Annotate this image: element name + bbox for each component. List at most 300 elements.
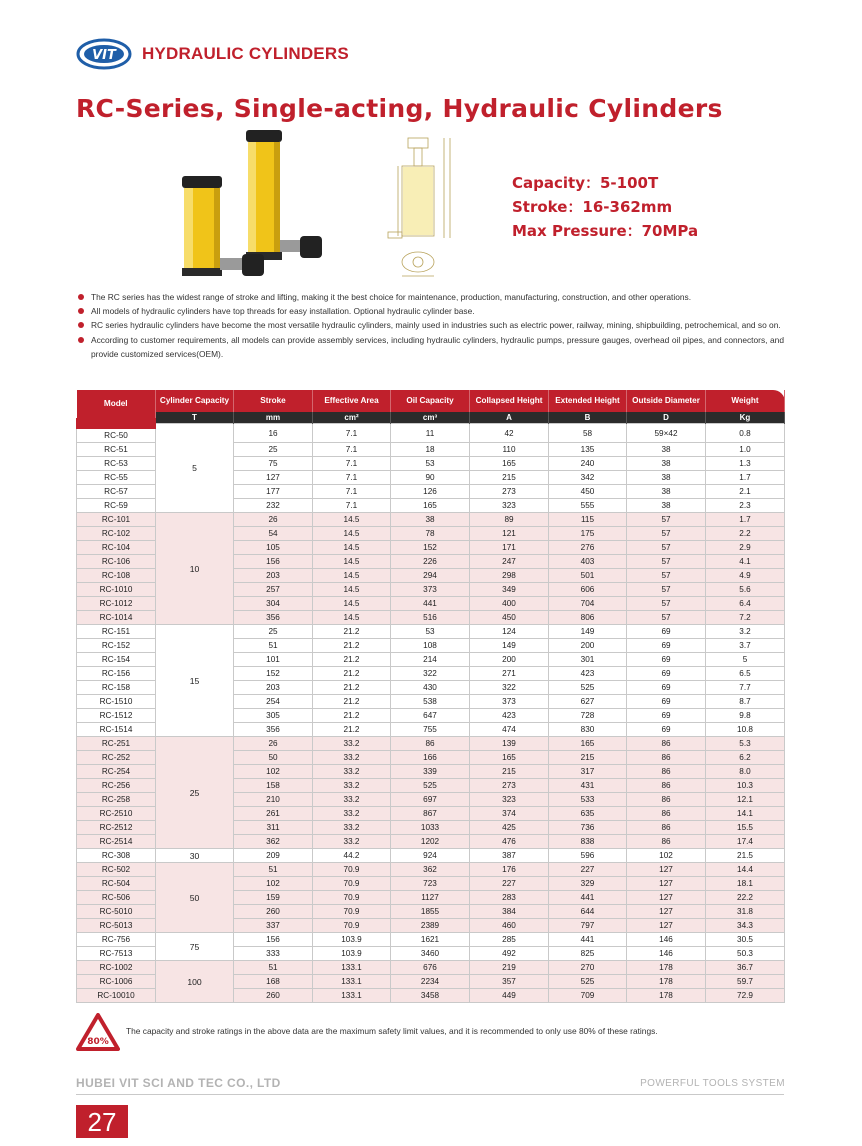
cell-model: RC-106 [77,555,156,569]
cell-stroke: 203 [234,569,313,583]
cell-area: 7.1 [313,485,391,499]
cell-weight: 8.7 [706,695,785,709]
cell-weight: 5.6 [706,583,785,597]
cell-stroke: 260 [234,905,313,919]
cell-collapsed: 425 [470,821,549,835]
cell-oil: 78 [391,527,470,541]
cell-extended: 175 [549,527,627,541]
cell-diameter: 57 [627,513,706,527]
cell-capacity: 5 [156,424,234,513]
cell-extended: 501 [549,569,627,583]
cell-weight: 22.2 [706,891,785,905]
cell-weight: 59.7 [706,975,785,989]
slogan: POWERFUL TOOLS SYSTEM [640,1078,785,1089]
cell-extended: 270 [549,961,627,975]
cell-oil: 430 [391,681,470,695]
cell-area: 133.1 [313,975,391,989]
col-header-extended: Extended Height [549,390,627,412]
feature-item: All models of hydraulic cylinders have top threads for easy installation. Optional hydraulic cylinder base. [78,304,784,318]
cell-extended: 635 [549,807,627,821]
cell-area: 14.5 [313,541,391,555]
cell-diameter: 69 [627,667,706,681]
cell-diameter: 57 [627,583,706,597]
cell-area: 7.1 [313,443,391,457]
cell-stroke: 26 [234,513,313,527]
cell-oil: 647 [391,709,470,723]
cell-stroke: 311 [234,821,313,835]
cell-weight: 7.7 [706,681,785,695]
cell-weight: 14.4 [706,863,785,877]
cell-oil: 1127 [391,891,470,905]
table-row [77,863,785,877]
cell-collapsed: 200 [470,653,549,667]
cell-oil: 1855 [391,905,470,919]
cell-model: RC-504 [77,877,156,891]
cell-collapsed: 492 [470,947,549,961]
dimension-drawing [378,132,463,280]
cell-model: RC-2514 [77,835,156,849]
cell-stroke: 26 [234,737,313,751]
col-header-collapsed: Collapsed Height [470,390,549,412]
cell-model: RC-59 [77,499,156,513]
cell-oil: 1033 [391,821,470,835]
cell-extended: 830 [549,723,627,737]
cell-model: RC-158 [77,681,156,695]
cell-weight: 1.7 [706,471,785,485]
cell-collapsed: 387 [470,849,549,863]
cell-weight: 21.5 [706,849,785,863]
cell-collapsed: 149 [470,639,549,653]
cell-collapsed: 271 [470,667,549,681]
cell-diameter: 86 [627,835,706,849]
cell-weight: 1.3 [706,457,785,471]
cell-collapsed: 273 [470,779,549,793]
page-title: RC-Series, Single-acting, Hydraulic Cylinders [76,94,723,123]
cell-collapsed: 227 [470,877,549,891]
table-row [77,737,785,751]
cell-weight: 10.3 [706,779,785,793]
cell-extended: 317 [549,765,627,779]
cell-extended: 533 [549,793,627,807]
cell-area: 14.5 [313,513,391,527]
cell-area: 33.2 [313,751,391,765]
table-body [77,424,785,1003]
cell-extended: 301 [549,653,627,667]
cell-extended: 276 [549,541,627,555]
cell-model: RC-101 [77,513,156,527]
feature-item: The RC series has the widest range of stroke and lifting, making it the best choice for maintenance, production, manufacturing, construction, and other operations. [78,290,784,304]
cell-extended: 227 [549,863,627,877]
table-row [77,933,785,947]
cell-oil: 294 [391,569,470,583]
cell-oil: 2234 [391,975,470,989]
col-header-oil: Oil Capacity [391,390,470,412]
cell-extended: 149 [549,625,627,639]
cell-weight: 3.2 [706,625,785,639]
spec-pressure: Max Pressure：70MPa [512,222,699,240]
cell-stroke: 337 [234,919,313,933]
cell-diameter: 86 [627,765,706,779]
header-row [77,390,785,412]
cell-collapsed: 219 [470,961,549,975]
cell-weight: 6.4 [706,597,785,611]
cell-diameter: 86 [627,737,706,751]
cell-diameter: 57 [627,527,706,541]
cell-weight: 2.9 [706,541,785,555]
cell-collapsed: 165 [470,751,549,765]
cell-area: 133.1 [313,961,391,975]
cell-area: 14.5 [313,569,391,583]
cell-weight: 9.8 [706,709,785,723]
cell-stroke: 50 [234,751,313,765]
cell-stroke: 25 [234,443,313,457]
cell-oil: 126 [391,485,470,499]
cell-collapsed: 89 [470,513,549,527]
cell-oil: 226 [391,555,470,569]
cell-diameter: 69 [627,625,706,639]
cell-oil: 3458 [391,989,470,1003]
cell-area: 21.2 [313,709,391,723]
cell-area: 33.2 [313,737,391,751]
cell-collapsed: 247 [470,555,549,569]
cell-collapsed: 450 [470,611,549,625]
cell-extended: 838 [549,835,627,849]
cell-area: 103.9 [313,933,391,947]
cell-capacity: 10 [156,513,234,625]
col-header-model: Model [77,390,156,424]
cell-stroke: 156 [234,933,313,947]
cell-stroke: 304 [234,597,313,611]
cell-area: 21.2 [313,653,391,667]
cell-collapsed: 460 [470,919,549,933]
table-row [77,961,785,975]
cell-diameter: 38 [627,471,706,485]
cell-collapsed: 449 [470,989,549,1003]
cell-diameter: 127 [627,863,706,877]
cell-collapsed: 373 [470,695,549,709]
cell-diameter: 127 [627,919,706,933]
table-row [77,424,785,443]
cell-oil: 339 [391,765,470,779]
cell-oil: 867 [391,807,470,821]
cell-stroke: 156 [234,555,313,569]
cell-model: RC-1512 [77,709,156,723]
cell-oil: 166 [391,751,470,765]
cell-model: RC-102 [77,527,156,541]
cell-area: 21.2 [313,681,391,695]
cell-weight: 5 [706,653,785,667]
cell-stroke: 54 [234,527,313,541]
cell-extended: 797 [549,919,627,933]
cell-diameter: 69 [627,639,706,653]
cell-extended: 627 [549,695,627,709]
cell-area: 70.9 [313,891,391,905]
cell-model: RC-756 [77,933,156,947]
cell-area: 21.2 [313,723,391,737]
cell-weight: 15.5 [706,821,785,835]
cell-diameter: 38 [627,499,706,513]
cell-diameter: 102 [627,849,706,863]
cell-extended: 709 [549,989,627,1003]
cell-weight: 8.0 [706,765,785,779]
logo-text: VIT [92,48,116,63]
unit-oil: cm³ [391,412,470,424]
cell-model: RC-1010 [77,583,156,597]
cell-area: 133.1 [313,989,391,1003]
cell-weight: 30.5 [706,933,785,947]
cell-stroke: 203 [234,681,313,695]
cell-oil: 53 [391,625,470,639]
cell-model: RC-151 [77,625,156,639]
spec-stroke: Stroke：16-362mm [512,198,673,216]
cell-model: RC-1012 [77,597,156,611]
cell-area: 70.9 [313,905,391,919]
cell-collapsed: 273 [470,485,549,499]
cell-collapsed: 124 [470,625,549,639]
cell-extended: 58 [549,424,627,443]
cell-weight: 17.4 [706,835,785,849]
cell-extended: 736 [549,821,627,835]
cell-capacity: 75 [156,933,234,961]
cell-stroke: 362 [234,835,313,849]
cell-model: RC-254 [77,765,156,779]
cell-area: 7.1 [313,471,391,485]
cell-oil: 1621 [391,933,470,947]
cell-diameter: 69 [627,723,706,737]
cell-extended: 525 [549,975,627,989]
feature-item: RC series hydraulic cylinders have become the most versatile hydraulic cylinders, mainly used in industries such as electric power, railway, mining, shipbuilding, petrochemical, and so on. [78,318,784,332]
cell-collapsed: 374 [470,807,549,821]
col-header-weight: Weight [706,390,785,412]
cell-stroke: 75 [234,457,313,471]
cell-weight: 34.3 [706,919,785,933]
cell-diameter: 178 [627,989,706,1003]
cell-diameter: 69 [627,709,706,723]
cell-stroke: 152 [234,667,313,681]
cell-extended: 431 [549,779,627,793]
cell-collapsed: 476 [470,835,549,849]
cell-oil: 90 [391,471,470,485]
cell-oil: 86 [391,737,470,751]
cell-collapsed: 215 [470,471,549,485]
cell-stroke: 305 [234,709,313,723]
cell-area: 14.5 [313,555,391,569]
spec-table [76,390,785,1003]
cell-model: RC-1514 [77,723,156,737]
cell-extended: 450 [549,485,627,499]
cell-diameter: 38 [627,485,706,499]
cell-oil: 18 [391,443,470,457]
cell-stroke: 356 [234,611,313,625]
vit-logo [76,38,132,70]
cell-model: RC-2510 [77,807,156,821]
cell-area: 14.5 [313,597,391,611]
col-header-area: Effective Area [313,390,391,412]
cell-diameter: 86 [627,821,706,835]
cell-area: 21.2 [313,695,391,709]
cell-model: RC-258 [77,793,156,807]
cell-collapsed: 423 [470,709,549,723]
cell-oil: 1202 [391,835,470,849]
cell-collapsed: 298 [470,569,549,583]
cell-stroke: 102 [234,765,313,779]
cell-model: RC-1006 [77,975,156,989]
cell-extended: 441 [549,933,627,947]
cell-oil: 11 [391,424,470,443]
cell-oil: 441 [391,597,470,611]
col-header-capacity: Cylinder Capacity [156,390,234,412]
cell-collapsed: 139 [470,737,549,751]
cell-oil: 723 [391,877,470,891]
cell-oil: 108 [391,639,470,653]
unit-collapsed: A [470,412,549,424]
cell-weight: 6.5 [706,667,785,681]
cell-area: 33.2 [313,807,391,821]
cell-diameter: 127 [627,905,706,919]
warning-badge-text: 80% [87,1037,109,1047]
cell-extended: 704 [549,597,627,611]
cell-area: 33.2 [313,793,391,807]
cell-diameter: 178 [627,961,706,975]
cell-diameter: 127 [627,877,706,891]
cell-stroke: 101 [234,653,313,667]
cell-area: 70.9 [313,877,391,891]
cell-collapsed: 42 [470,424,549,443]
cell-weight: 2.2 [706,527,785,541]
feature-item: According to customer requirements, all models can provide assembly services, including hydraulic cylinders, hydraulic pumps, pressure gauges, overhead oil pipes, and connectors, and provide customized services(OEM). [78,333,784,361]
cell-collapsed: 215 [470,765,549,779]
cell-model: RC-104 [77,541,156,555]
cell-oil: 373 [391,583,470,597]
cell-area: 21.2 [313,639,391,653]
cell-stroke: 51 [234,863,313,877]
cell-stroke: 168 [234,975,313,989]
cell-stroke: 51 [234,961,313,975]
unit-row [77,412,785,424]
cell-oil: 525 [391,779,470,793]
cell-weight: 4.1 [706,555,785,569]
cell-oil: 697 [391,793,470,807]
cell-diameter: 57 [627,569,706,583]
spec-capacity: Capacity：5-100T [512,174,659,192]
cell-model: RC-154 [77,653,156,667]
cell-area: 33.2 [313,779,391,793]
cell-weight: 2.1 [706,485,785,499]
cell-extended: 165 [549,737,627,751]
cell-model: RC-308 [77,849,156,863]
cell-collapsed: 323 [470,793,549,807]
cell-diameter: 57 [627,597,706,611]
table-row [77,849,785,863]
cell-stroke: 105 [234,541,313,555]
spec-table-container [76,390,784,1003]
cell-area: 14.5 [313,611,391,625]
page-number: 27 [76,1105,128,1138]
cell-diameter: 38 [627,443,706,457]
cell-stroke: 210 [234,793,313,807]
cell-weight: 50.3 [706,947,785,961]
cell-extended: 555 [549,499,627,513]
cell-extended: 728 [549,709,627,723]
cell-oil: 214 [391,653,470,667]
cell-oil: 516 [391,611,470,625]
cell-capacity: 100 [156,961,234,1003]
cell-model: RC-1002 [77,961,156,975]
cell-model: RC-50 [77,424,156,443]
cell-diameter: 178 [627,975,706,989]
cell-collapsed: 474 [470,723,549,737]
cell-weight: 1.0 [706,443,785,457]
cell-area: 33.2 [313,835,391,849]
feature-list [78,290,784,361]
cell-oil: 676 [391,961,470,975]
cell-area: 103.9 [313,947,391,961]
cell-oil: 2389 [391,919,470,933]
cylinder-photo [180,128,330,288]
footer-divider [76,1094,784,1095]
cell-weight: 72.9 [706,989,785,1003]
cell-model: RC-2512 [77,821,156,835]
cell-extended: 115 [549,513,627,527]
cell-model: RC-108 [77,569,156,583]
cell-extended: 525 [549,681,627,695]
cell-oil: 362 [391,863,470,877]
cell-extended: 423 [549,667,627,681]
cell-model: RC-57 [77,485,156,499]
cell-oil: 38 [391,513,470,527]
cell-collapsed: 384 [470,905,549,919]
unit-extended: B [549,412,627,424]
cell-stroke: 127 [234,471,313,485]
cell-diameter: 69 [627,695,706,709]
cell-collapsed: 323 [470,499,549,513]
cell-collapsed: 176 [470,863,549,877]
cell-model: RC-506 [77,891,156,905]
cell-weight: 2.3 [706,499,785,513]
cell-area: 14.5 [313,583,391,597]
cell-model: RC-502 [77,863,156,877]
cell-collapsed: 283 [470,891,549,905]
cell-model: RC-5010 [77,905,156,919]
cell-oil: 924 [391,849,470,863]
cell-weight: 7.2 [706,611,785,625]
cell-collapsed: 110 [470,443,549,457]
cell-weight: 1.7 [706,513,785,527]
cell-stroke: 254 [234,695,313,709]
cell-weight: 4.9 [706,569,785,583]
cell-extended: 329 [549,877,627,891]
cell-diameter: 57 [627,541,706,555]
cell-capacity: 30 [156,849,234,863]
cell-model: RC-252 [77,751,156,765]
cell-diameter: 57 [627,611,706,625]
cell-stroke: 158 [234,779,313,793]
unit-diameter: D [627,412,706,424]
cell-extended: 806 [549,611,627,625]
cell-capacity: 50 [156,863,234,933]
cell-weight: 18.1 [706,877,785,891]
table-row [77,625,785,639]
cell-stroke: 159 [234,891,313,905]
cell-model: RC-53 [77,457,156,471]
cell-stroke: 51 [234,639,313,653]
cell-model: RC-1014 [77,611,156,625]
brand-title: HYDRAULIC CYLINDERS [142,44,349,63]
cell-model: RC-152 [77,639,156,653]
cell-area: 21.2 [313,625,391,639]
cell-area: 7.1 [313,424,391,443]
cell-diameter: 146 [627,947,706,961]
